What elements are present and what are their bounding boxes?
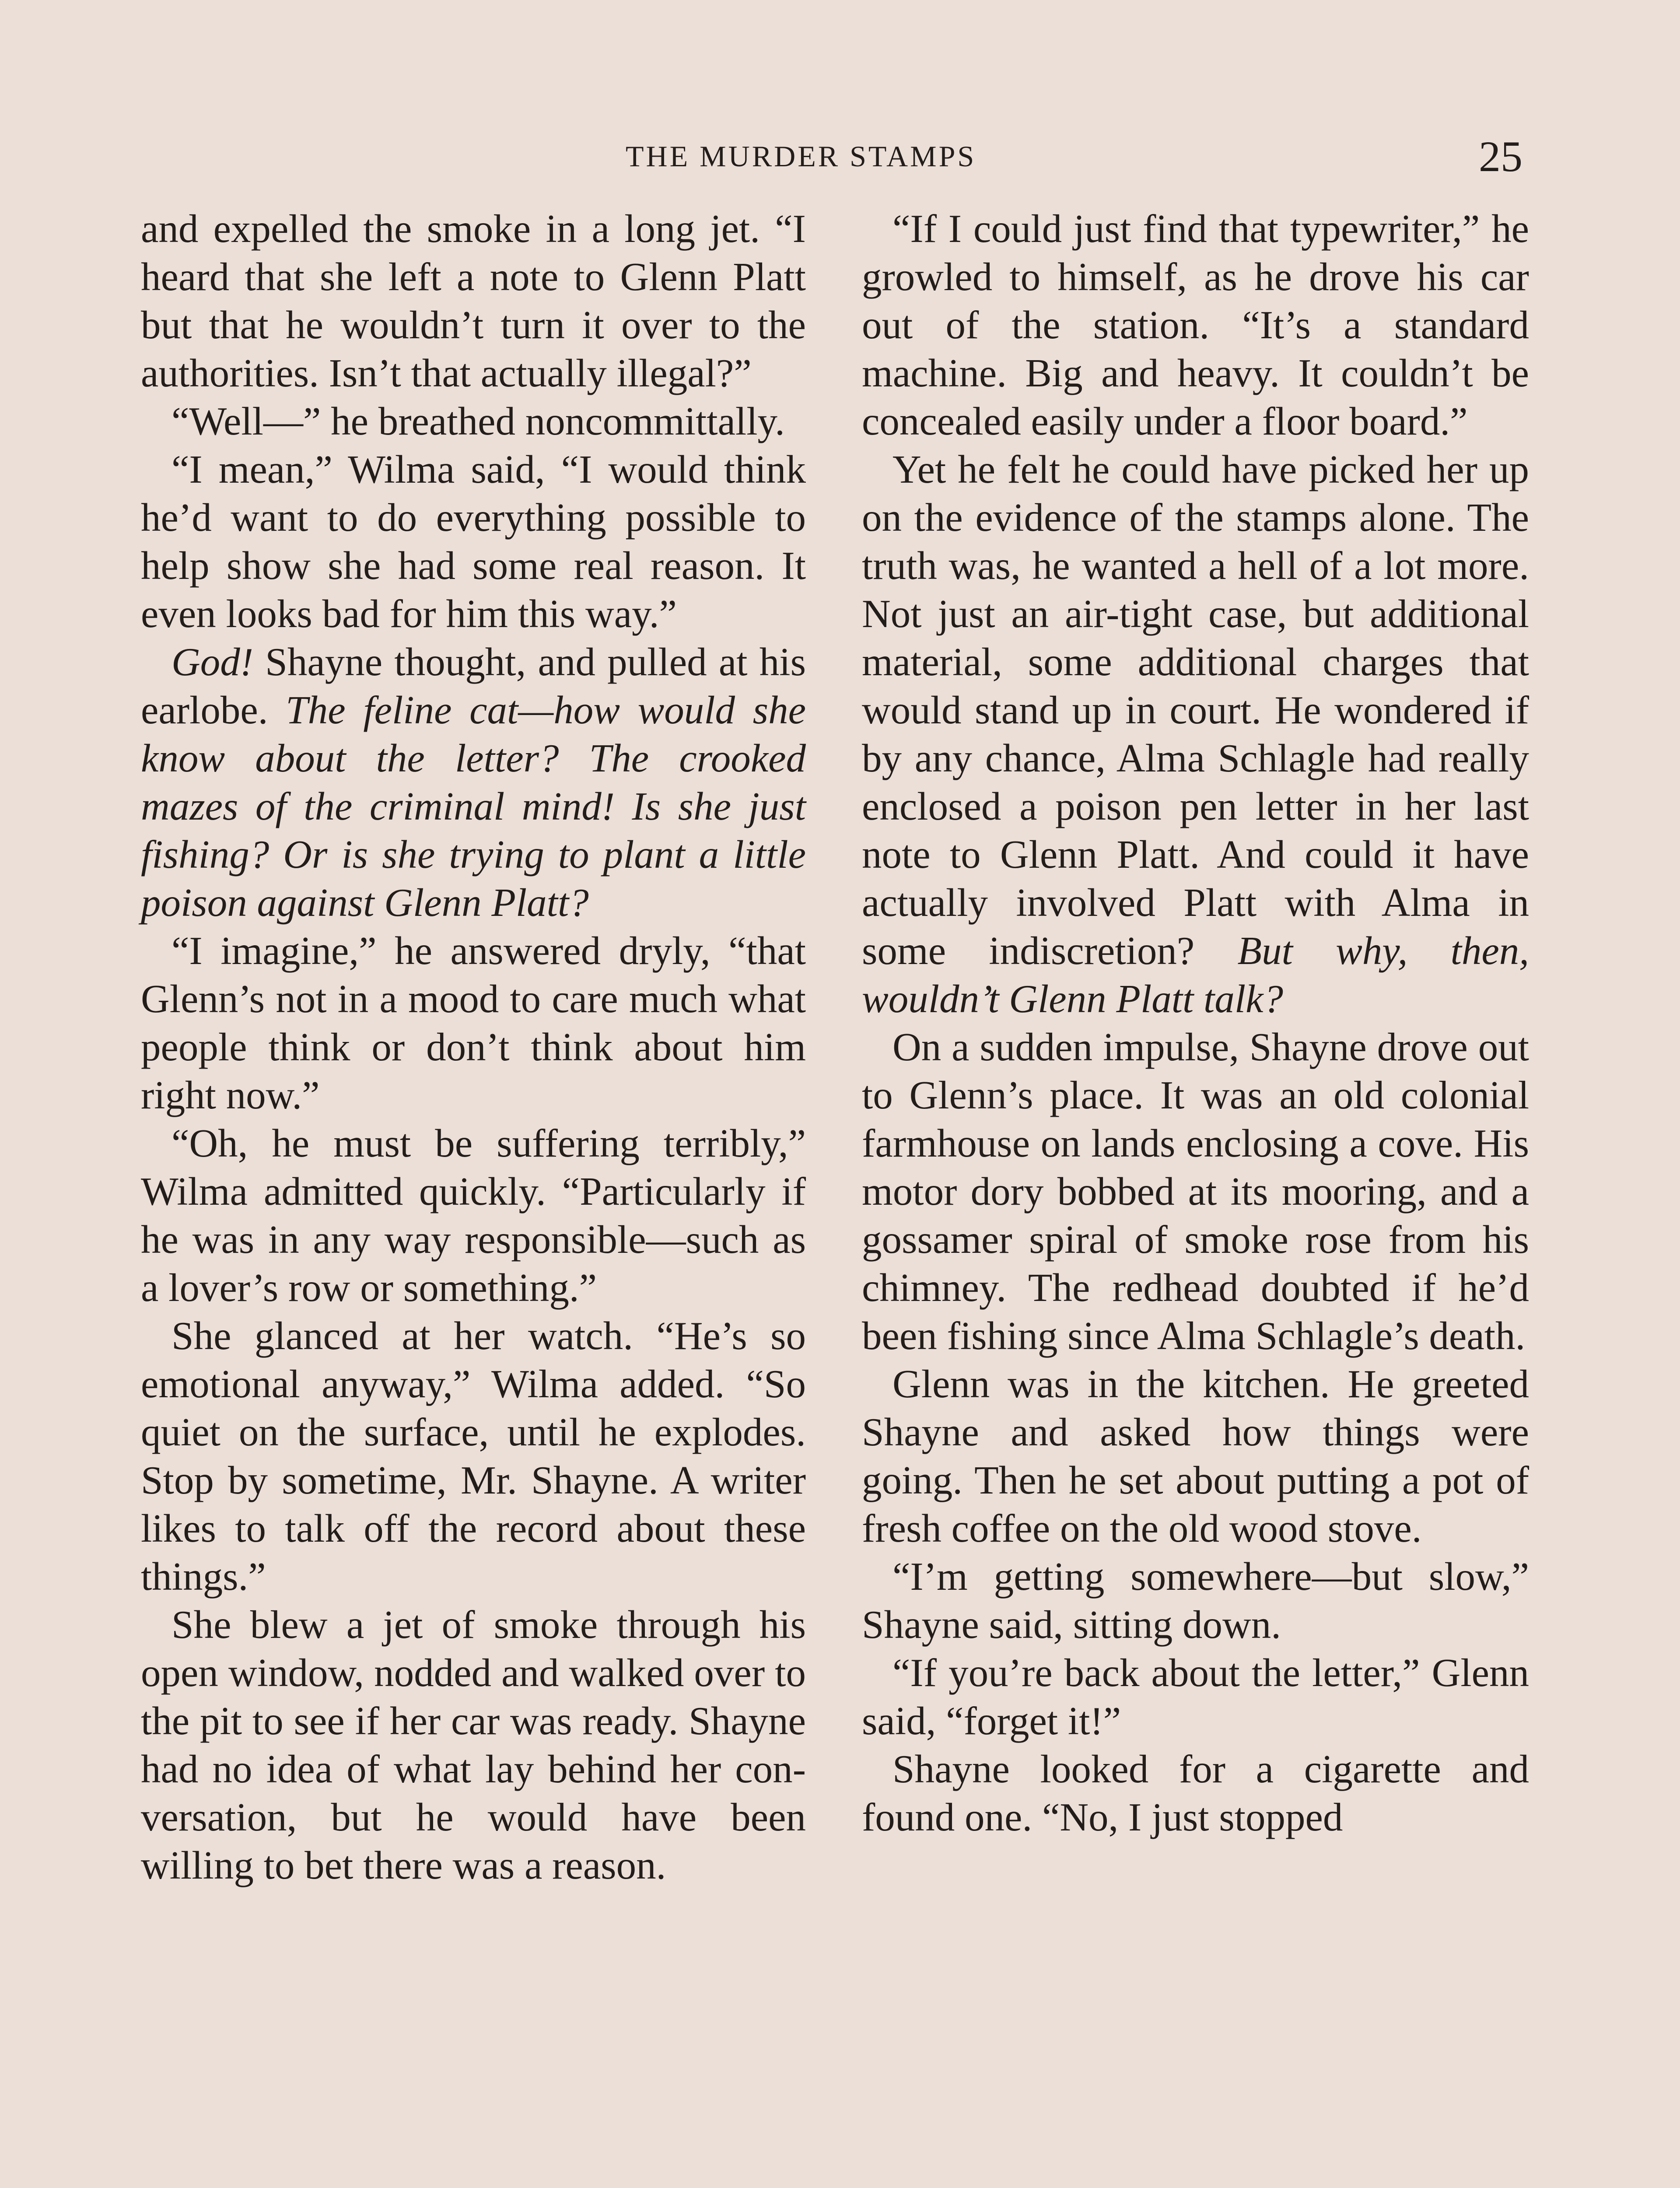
- left-column: [141, 205, 806, 1890]
- right-column: [862, 205, 1529, 1841]
- paragraph: She glanced at her watch. “He’s so emotional anyway,” Wilma added. “So quiet on the surface, until he explodes. Stop by sometime, Mr. Shayne. A writer likes to talk off the record about these things.”: [141, 1314, 806, 1599]
- paragraph: “Well—” he breathed noncommittally.: [172, 399, 785, 443]
- paragraph: Glenn was in the kitchen. He greeted Shayne and asked how things were going. Then he set about putting a pot of fresh coffee on the old wood stove.: [862, 1362, 1529, 1550]
- paragraph: On a sudden impulse, Shayne drove out to Glenn’s place. It was an old colonial farmhouse on lands enclosing a cove. His motor dory bobbed at its mooring, and a gossamer spiral of smoke rose from his chimney. The redhead doubted if he’d been fishing since Alma Schlagle’s death.: [862, 1025, 1529, 1358]
- paragraph-text: Shayne thought, and pulled at his earlobe.: [141, 640, 806, 732]
- paragraph: “I mean,” Wilma said, “I would think he’d want to do everything possible to help show she had some real reason. It even looks bad for him this way.”: [141, 447, 806, 636]
- italic-text: God!: [172, 640, 254, 684]
- paragraph: and expelled the smoke in a long jet. “I heard that she left a note to Glenn Platt but that he wouldn’t turn it over to the authorities. Isn’t that actually illegal?”: [141, 207, 806, 395]
- italic-text: But why, then, wouldn’t Glenn Platt talk?: [862, 929, 1529, 1021]
- paragraph-text: Yet he felt he could have picked her up on the evidence of the stamps alone. The truth was, he wanted a hell of a lot more. Not just an air-tight case, but additional material, some additional charges that would stand up in court. He wondered if by any chance, Alma Schlagle had really enclosed a poison pen letter in her last note to Glenn Platt. And could it have actually involved Platt with Alma in some indiscretion?: [862, 447, 1529, 973]
- paragraph: She blew a jet of smoke through his open window, nodded and walked over to the pit to see if her car was ready. Shayne had no idea of what lay behind her conversation, but he would have been willing to bet there was a reason.: [141, 1602, 806, 1887]
- italic-text: The feline cat—how would she know about the letter? The crooked mazes of the criminal mind! Is she just fishing? Or is she trying to plant a little poison against Glenn Platt?: [141, 688, 806, 925]
- paragraph: “I’m getting somewhere—but slow,” Shayne said, sitting down.: [862, 1554, 1529, 1647]
- page-number: 25: [1479, 132, 1522, 181]
- paragraph: “If you’re back about the letter,” Glenn said, “forget it!”: [862, 1651, 1529, 1743]
- paragraph: “I imagine,” he answered dryly, “that Glenn’s not in a mood to care much what people think or don’t think about him right now.”: [141, 929, 806, 1117]
- paragraph: [862, 445, 1529, 1023]
- paragraph: Shayne looked for a cigarette and found one. “No, I just stopped: [862, 1747, 1529, 1839]
- running-title: THE MURDER STAMPS: [626, 140, 976, 173]
- paragraph: [141, 638, 806, 927]
- paragraph: “If I could just find that typewriter,” he growled to himself, as he drove his car out of the station. “It’s a standard machine. Big and heavy. It couldn’t be concealed easily under a floor board.”: [862, 207, 1529, 443]
- paragraph: “Oh, he must be suffering terribly,” Wilma admitted quickly. “Particularly if he was in any way responsible—such as a lover’s row or something.”: [141, 1121, 806, 1310]
